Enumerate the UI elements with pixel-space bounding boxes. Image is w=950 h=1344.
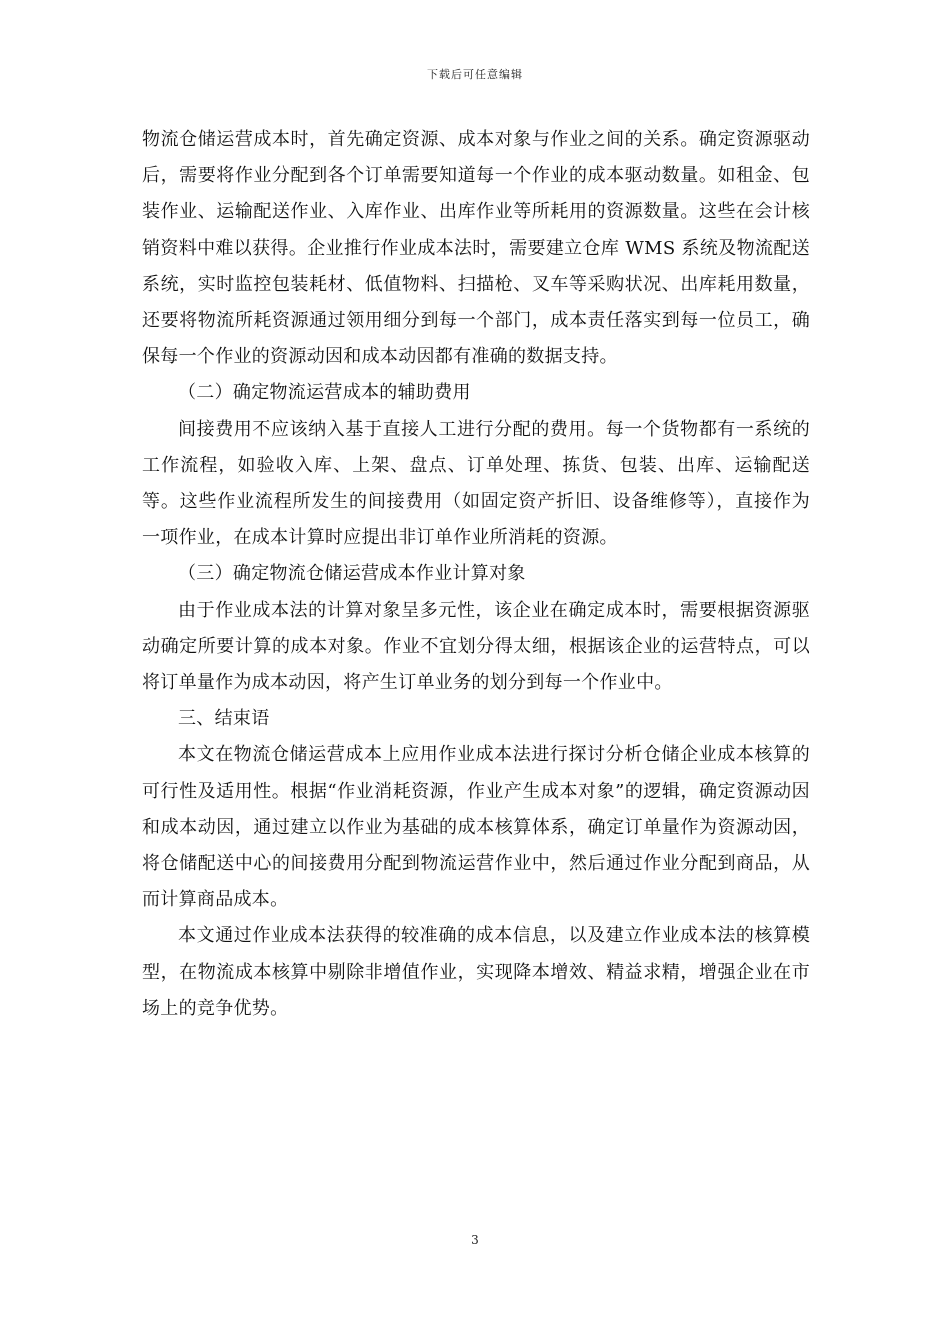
page-header: 下载后可任意编辑 [427, 68, 523, 81]
document-body [142, 122, 810, 1027]
page-number: 3 [471, 1233, 479, 1247]
paragraph-cost-objects: 由于作业成本法的计算对象呈多元性，该企业在确定成本时，需要根据资源驱动确定所要计算的成本对象。作业不宜划分得太细，根据该企业的运营特点，可以将订单量作为成本动因，将产生订单业务的划分到每一个作业中。 [142, 599, 810, 694]
paragraph-indirect-costs: 间接费用不应该纳入基于直接人工进行分配的费用。每一个货物都有一系统的工作流程，如验收入库、上架、盘点、订单处理、拣货、包装、出库、运输配送等。这些作业流程所发生的间接费用（如固定资产折旧、设备维修等），直接作为一项作业，在成本计算时应提出非订单作业所消耗的资源。 [142, 418, 810, 549]
paragraph-continuation: 物流仓储运营成本时，首先确定资源、成本对象与作业之间的关系。确定资源驱动后，需要将作业分配到各个订单需要知道每一个作业的成本驱动数量。如租金、包装作业、运输配送作业、入库作业、出库作业等所耗用的资源数量。这些在会计核销资料中难以获得。企业推行作业成本法时，需要建立仓库 WMS 系统及物流配送系统，实时监控包装耗材、低值物料、扫描枪、叉车等采购状况、出库耗用数量，还要将物流所耗资源通过领用细分到每一个部门，成本责任落实到每一位员工，确保每一个作业的资源动因和成本动因都有准确的数据支持。 [142, 129, 810, 368]
paragraph-conclusion-1: 本文在物流仓储运营成本上应用作业成本法进行探讨分析仓储企业成本核算的可行性及适用性。根据“作业消耗资源，作业产生成本对象”的逻辑，确定资源动因和成本动因，通过建立以作业为基础的成本核算体系，确定订单量作为资源动因，将仓储配送中心的间接费用分配到物流运营作业中，然后通过作业分配到商品，从而计算商品成本。 [142, 744, 810, 911]
section-heading-conclusion: 三、结束语 [178, 708, 270, 730]
paragraph-conclusion-2: 本文通过作业成本法获得的较准确的成本信息，以及建立作业成本法的核算模型，在物流成本核算中剔除非增值作业，实现降本增效、精益求精，增强企业在市场上的竞争优势。 [142, 925, 810, 1019]
section-heading-3: （三）确定物流仓储运营成本作业计算对象 [178, 563, 526, 585]
section-heading-2: （二）确定物流运营成本的辅助费用 [178, 382, 471, 404]
